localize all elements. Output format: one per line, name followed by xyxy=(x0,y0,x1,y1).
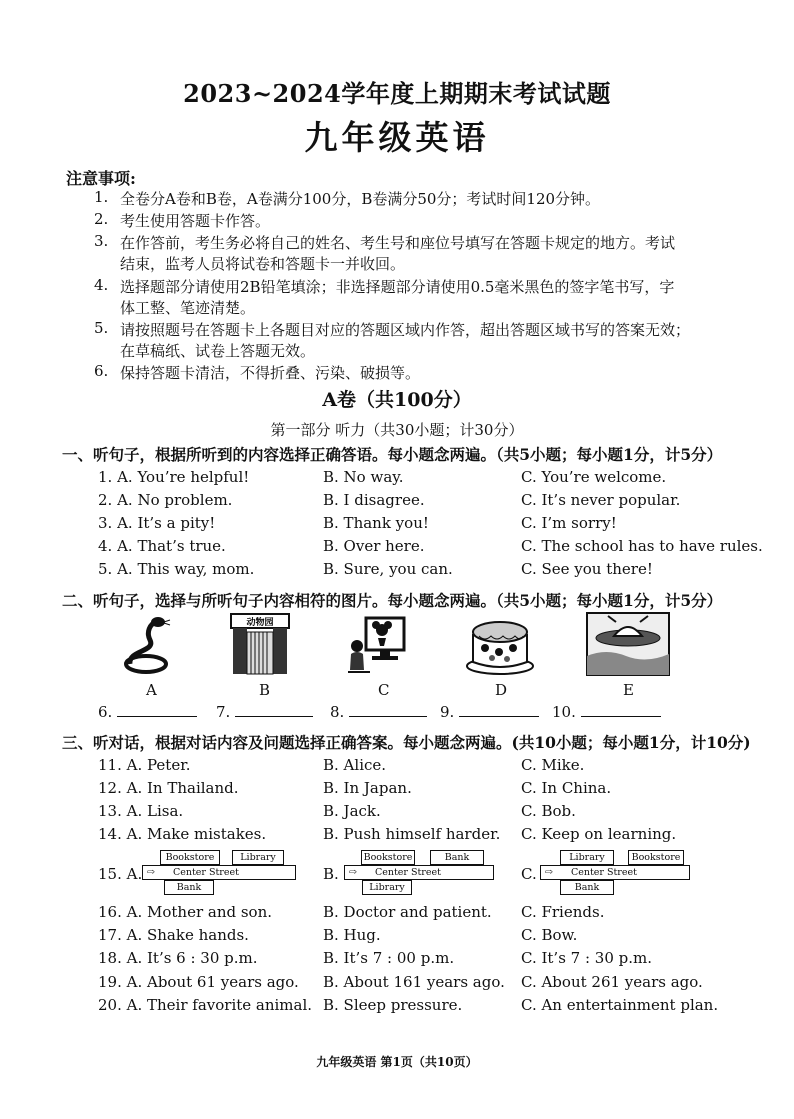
blank-number: 7. xyxy=(216,703,231,721)
notice-num: 1. xyxy=(94,188,109,206)
picture-label: E xyxy=(623,681,634,699)
section1-heading: 一、听句子，根据所听到的内容选择正确答语。每小题念两遍。（共5小题；每小题1分，计5分） xyxy=(62,445,723,464)
option-c: C. An entertainment plan. xyxy=(521,996,719,1014)
option-a: 1. A. You’re helpful! xyxy=(98,468,250,486)
notice-line: 考生使用答题卡作答。 xyxy=(120,212,271,230)
option-c: C. About 261 years ago. xyxy=(521,973,703,991)
option-a: 16. A. Mother and son. xyxy=(98,903,273,921)
option-b: B. Sure, you can. xyxy=(323,560,453,578)
notice-num: 5. xyxy=(94,319,109,337)
exam-title: 2023~2024学年度上期期末考试试题 xyxy=(183,79,611,108)
picture-label: D xyxy=(495,681,508,699)
option-c: C. Bob. xyxy=(521,802,576,820)
cake-picture xyxy=(465,612,535,676)
answer-blank[interactable] xyxy=(459,702,539,717)
option-c: C. It’s 7 : 30 p.m. xyxy=(521,949,653,967)
map-building: Bookstore xyxy=(160,850,220,865)
answer-blank[interactable] xyxy=(349,702,427,717)
blank-number: 10. xyxy=(552,703,576,721)
option-c: C. xyxy=(521,865,537,883)
notice-line: 全卷分A卷和B卷，A卷满分100分，B卷满分50分；考试时间120分钟。 xyxy=(120,190,601,208)
street-name: Center Street xyxy=(570,867,637,878)
notice-line: 在草稿纸、试卷上答题无效。 xyxy=(120,342,316,360)
notice-line: 保持答题卡清洁，不得折叠、污染、破损等。 xyxy=(120,364,421,382)
notice-line: 结束，监考人员将试卷和答题卡一并收回。 xyxy=(120,255,406,273)
option-a: 17. A. Shake hands. xyxy=(98,926,249,944)
map-building: Bank xyxy=(560,880,614,895)
option-a: 19. A. About 61 years ago. xyxy=(98,973,299,991)
answer-blank[interactable] xyxy=(117,702,197,717)
option-b: B. About 161 years ago. xyxy=(323,973,505,991)
option-b: B. It’s 7 : 00 p.m. xyxy=(323,949,455,967)
option-b: B. Thank you! xyxy=(323,514,429,532)
picture-label: B xyxy=(259,681,271,699)
option-a: 14. A. Make mistakes. xyxy=(98,825,267,843)
option-c: C. Mike. xyxy=(521,756,585,774)
option-c: C. You’re welcome. xyxy=(521,468,667,486)
ufo-picture xyxy=(586,612,670,676)
map-building: Library xyxy=(362,880,412,895)
map-building: Bank xyxy=(164,880,214,895)
option-a: 4. A. That’s true. xyxy=(98,537,226,555)
section3-heading: 三、听对话，根据对话内容及问题选择正确答案。每小题念两遍。(共10小题；每小题1分，计10分) xyxy=(62,733,751,752)
option-a: 15. A. xyxy=(98,865,143,883)
map-building: Library xyxy=(560,850,614,865)
option-c: C. See you there! xyxy=(521,560,653,578)
option-c: C. The school has to have rules. xyxy=(521,537,763,555)
option-c: C. I’m sorry! xyxy=(521,514,617,532)
option-c: C. Bow. xyxy=(521,926,578,944)
option-b: B. Doctor and patient. xyxy=(323,903,492,921)
map-building: Bookstore xyxy=(361,850,415,865)
notice-num: 2. xyxy=(94,210,109,228)
option-b: B. xyxy=(323,865,339,883)
street-name: Center Street xyxy=(374,867,441,878)
zoo-sign-text: 动物园 xyxy=(246,618,274,628)
option-b: B. In Japan. xyxy=(323,779,412,797)
street-name: Center Street xyxy=(172,867,239,878)
blank-number: 8. xyxy=(330,703,345,721)
page-footer: 九年级英语 第1页（共10页） xyxy=(316,1055,478,1069)
picture-label: A xyxy=(146,681,157,699)
section2-heading: 二、听句子，选择与所听句子内容相符的图片。每小题念两遍。（共5小题；每小题1分，计5分） xyxy=(62,591,723,610)
notice-num: 6. xyxy=(94,362,109,380)
option-c: C. It’s never popular. xyxy=(521,491,681,509)
arrow-icon: ⇨ xyxy=(147,867,155,878)
option-b: B. Push himself harder. xyxy=(323,825,501,843)
option-a: 2. A. No problem. xyxy=(98,491,233,509)
option-a: 18. A. It’s 6 : 30 p.m. xyxy=(98,949,258,967)
map-street xyxy=(142,865,296,880)
option-b: B. I disagree. xyxy=(323,491,425,509)
option-c: C. Friends. xyxy=(521,903,605,921)
notice-line: 选择题部分请使用2B铅笔填涂；非选择题部分请使用0.5毫米黑色的签字笔书写，字 xyxy=(120,278,675,296)
notice-line: 请按照题号在答题卡上各题目对应的答题区域内作答，超出答题区域书写的答案无效； xyxy=(120,321,691,339)
zoo-gate-picture xyxy=(229,612,291,676)
notice-num: 4. xyxy=(94,276,109,294)
blank-number: 6. xyxy=(98,703,113,721)
map-building: Library xyxy=(232,850,284,865)
answer-blank[interactable] xyxy=(235,702,313,717)
option-a: 3. A. It’s a pity! xyxy=(98,514,216,532)
option-b: B. Hug. xyxy=(323,926,381,944)
option-a: 5. A. This way, mom. xyxy=(98,560,255,578)
notice-line: 在作答前，考生务必将自己的姓名、考生号和座位号填写在答题卡规定的地方。考试 xyxy=(120,234,676,252)
notice-line: 体工整、笔迹清楚。 xyxy=(120,299,256,317)
arrow-icon: ⇨ xyxy=(349,867,357,878)
picture-label: C xyxy=(378,681,390,699)
option-b: B. Jack. xyxy=(323,802,381,820)
snake-picture xyxy=(120,612,172,676)
option-b: B. No way. xyxy=(323,468,404,486)
map-street xyxy=(344,865,494,880)
option-a: 12. A. In Thailand. xyxy=(98,779,239,797)
notice-num: 3. xyxy=(94,232,109,250)
option-b: B. Alice. xyxy=(323,756,387,774)
section-a-title: A卷（共100分） xyxy=(322,389,472,411)
option-b: B. Sleep pressure. xyxy=(323,996,463,1014)
notice-heading: 注意事项: xyxy=(66,169,136,188)
map-building: Bookstore xyxy=(628,850,684,865)
option-a: 13. A. Lisa. xyxy=(98,802,184,820)
subject-title: 九年级英语 xyxy=(304,118,490,157)
map-building: Bank xyxy=(430,850,484,865)
option-a: 11. A. Peter. xyxy=(98,756,191,774)
arrow-icon: ⇨ xyxy=(545,867,553,878)
tv-watching-picture xyxy=(348,612,406,676)
option-b: B. Over here. xyxy=(323,537,425,555)
blank-number: 9. xyxy=(440,703,455,721)
map-street xyxy=(540,865,690,880)
part-title: 第一部分 听力（共30小题；计30分） xyxy=(270,421,524,439)
option-c: C. Keep on learning. xyxy=(521,825,677,843)
option-c: C. In China. xyxy=(521,779,612,797)
option-a: 20. A. Their favorite animal. xyxy=(98,996,313,1014)
answer-blank[interactable] xyxy=(581,702,661,717)
